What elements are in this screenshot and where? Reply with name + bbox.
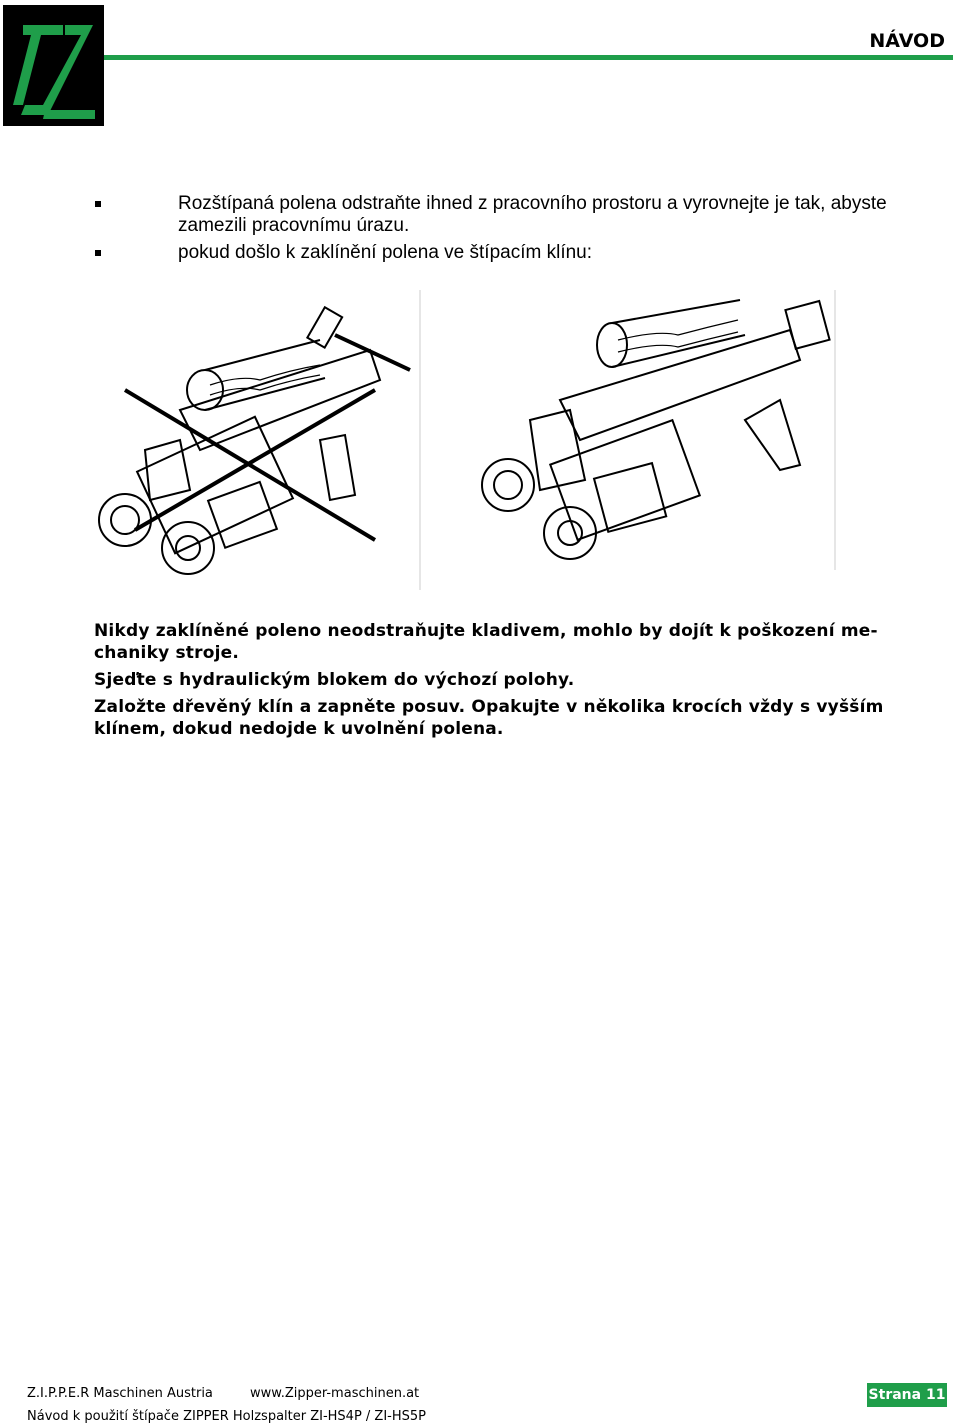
list-item xyxy=(95,242,955,264)
log-splitter-illustrations xyxy=(90,290,850,590)
instructions xyxy=(94,620,949,745)
bullet-list xyxy=(95,193,955,269)
list-item xyxy=(95,193,955,237)
paragraph: Sjeďte s hydraulickým blokem do výchozí polohy. xyxy=(94,670,575,690)
bullet-icon xyxy=(95,250,101,256)
bullet-icon xyxy=(95,201,101,207)
company-name: Z.I.P.P.E.R Maschinen Austria xyxy=(27,1386,213,1401)
log-splitter-correct-figure xyxy=(420,290,835,590)
website-link[interactable]: www.Zipper-maschinen.at xyxy=(250,1386,420,1401)
bullet-text: Rozštípaná polena odstraňte ihned z pracovního prostoru a vyrovnejte je tak, abyste zamezili pracovnímu úrazu. xyxy=(178,193,887,236)
header-rule xyxy=(104,55,953,60)
zipper-logo xyxy=(3,5,104,126)
page-title: NÁVOD xyxy=(869,30,945,52)
page-number-badge: Strana 11 xyxy=(867,1383,947,1407)
manual-title: Návod k použití štípače ZIPPER Holzspalter ZI-HS4P / ZI-HS5P xyxy=(27,1409,427,1424)
paragraph: Nikdy zaklíněné poleno neodstraňujte kladivem, mohlo by dojít k poškození me-chaniky stroje. xyxy=(94,621,878,663)
paragraph: Založte dřevěný klín a zapněte posuv. Opakujte v několika krocích vždy s vyšším klínem, dokud nedojde k uvolnění polena. xyxy=(94,697,884,739)
bullet-text: pokud došlo k zaklínění polena ve štípacím klínu: xyxy=(178,242,593,263)
